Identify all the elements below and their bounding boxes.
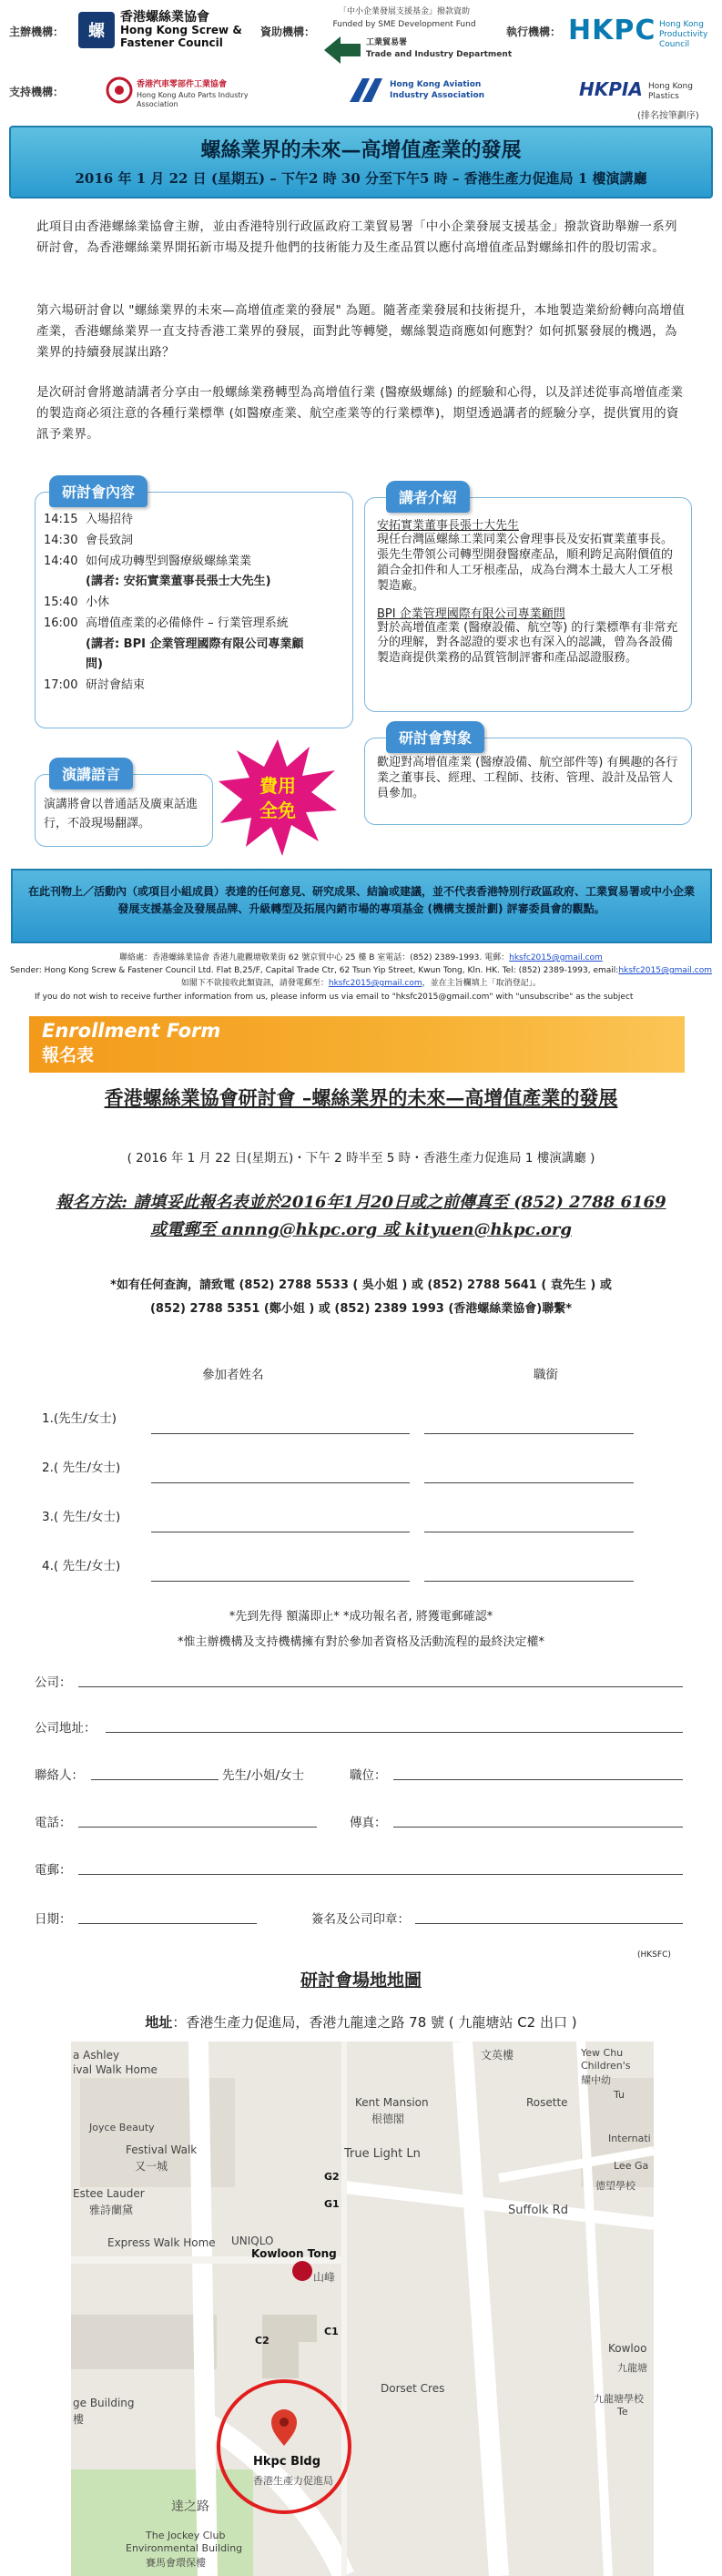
speaker-2-desc: 對於高增值產業 (醫療設備、航空等) 的行業標準有非常充分的理解，對各認證的要求也有深入的認識，曾為各設備製造商提供業務的品質管制評審和產品認證服務。 (377, 620, 678, 666)
map-label-college: 德望學校 (595, 2180, 636, 2192)
date-label: 日期： (35, 1912, 72, 1927)
schedule-time: 14:15 (44, 513, 78, 526)
map-label-kent: Kent Mansion (355, 2096, 429, 2109)
schedule-time (44, 635, 86, 656)
hkpia-logo: HKPIA (579, 78, 643, 100)
enquiry-line-2: (852) 2788 5351 (鄭小姐 ) 或 (852) 2389 1993 (香港螺絲業協會)聯繫* (149, 1302, 573, 1316)
schedule-item: (講者: BPI 企業管理國際有限公司專業顧 (86, 636, 304, 651)
sup1-en: Hong Kong Auto Parts Industry Association (137, 91, 249, 108)
contact-line-2 (0, 965, 722, 977)
funder-en: Funded by SME Development Fund (332, 20, 476, 29)
hksfc-logo-icon: 螺 (78, 12, 115, 48)
schedule-time: 16:00 (44, 616, 78, 630)
tid-en: Trade and Industry Department (366, 50, 513, 59)
funder-label: 資助機構： (260, 25, 316, 38)
participant-label: 2.( 先生/女士) (42, 1461, 121, 1475)
participant-title-field[interactable] (424, 1482, 634, 1483)
map-label-ival: ival Walk Home (73, 2063, 158, 2076)
contact-email-2[interactable]: hksfc2015@gmail.com (618, 966, 713, 975)
map-label-rosette: Rosette (526, 2096, 568, 2109)
map-label-true-light: True Light Ln (344, 2147, 421, 2161)
tid-logo (324, 36, 361, 67)
schedule-time: 15:40 (44, 596, 78, 609)
schedule-row (44, 614, 344, 635)
position-field[interactable] (393, 1779, 683, 1780)
free-line-1: 費用 (259, 775, 296, 797)
contact-line-1 (0, 952, 722, 964)
speakers-tab: 講者介紹 (386, 481, 470, 513)
form-date-line: ( 2016 年 1 月 22 日(星期五)・下午 2 時半至 5 時・香港生產力促進局 1 樓演講廳 ) (127, 1151, 595, 1166)
schedule-row (44, 510, 344, 531)
schedule-item: 會長致詞 (86, 533, 134, 547)
schedule-item: 如何成功轉型到醫療級螺絲業業 (86, 554, 252, 568)
contact-email-3[interactable]: hksfc2015@gmail.com (328, 979, 422, 988)
contact-line-2-text: Sender: Hong Kong Screw & Fastener Council Ltd. Flat B,25/F, Capital Trade Ctr, 62 Tsun Yip Street, Kwun Tong, Kln. HK. Tel: (852) 2389-1993, email: (9, 966, 619, 975)
intro-paragraph-2: 第六場研討會以 "螺絲業界的未來—高增值產業的發展" 為題。隨著產業發展和技術提升，本地製造業紛紛轉向高增值產業，香港螺絲業界一直支持香港工業界的發展，面對此等轉變，螺絲製造商應如何應對？如何抓緊發展的機遇，為業界的持續發展謀出路？ (36, 303, 686, 361)
schedule-item: 研討會結束 (86, 678, 146, 692)
supporter-label: 支持機構： (9, 86, 65, 98)
schedule-row (44, 635, 344, 656)
date-field[interactable] (78, 1923, 257, 1924)
map-label-suffolk: Suffolk Rd (508, 2204, 568, 2217)
map-label-zh-building: 樓 (73, 2413, 85, 2426)
map-label-tung: Tu (614, 2089, 625, 2101)
map-label-kent-zh: 根德閣 (371, 2113, 405, 2125)
participant-name-field[interactable] (151, 1581, 410, 1582)
schedule-time: 14:40 (44, 554, 78, 568)
map-label-yew-chung2: Children's (581, 2060, 631, 2072)
map-label-joyce: Joyce Beauty (89, 2122, 155, 2133)
map-label-tian: Te (617, 2406, 628, 2418)
enrollment-title-zh: 報名表 (42, 1045, 95, 1065)
schedule-time: 14:30 (44, 533, 78, 547)
participant-name-field[interactable] (151, 1482, 410, 1483)
signature-field[interactable] (415, 1923, 683, 1924)
map-label-kowloon-tong: Kowloon Tong (251, 2247, 337, 2260)
language-tab: 演講語言 (49, 758, 133, 789)
map-label-tat-chee: 達之路 (171, 2500, 209, 2514)
participant-name-field[interactable] (151, 1433, 410, 1434)
contact-line-3-text: 如閣下不欲接收此類資訊，請發電郵至： (180, 979, 329, 988)
banner-subtitle: 2016 年 1 月 22 日 (星期五) – 下午2 時 30 分至下午5 時 – 香港生產力促進局 1 樓演講廳 (75, 170, 647, 187)
speakers-content (377, 515, 683, 667)
signature-label: 簽名及公司印章： (311, 1912, 410, 1927)
map-label-jockey3: 賽馬會環保樓 (146, 2557, 206, 2569)
email-label: 電郵： (35, 1863, 72, 1878)
map-label-g1: G1 (324, 2198, 340, 2210)
map-label-c2: C2 (255, 2335, 269, 2347)
map-graphic (71, 2041, 654, 2576)
contact-line-1-text: 聯絡處：香港螺絲業協會 香港九龍觀塘敬業街 62 號京貿中心 25 樓 B 室電話：(852) 2389-1993. 電郵： (119, 953, 510, 962)
map-label-inter: Internati (608, 2133, 651, 2144)
hksfc-mark: (HKSFC) (637, 1950, 671, 1960)
schedule-item: 問) (86, 657, 103, 672)
schedule-item: 高增值產業的必備條件 – 行業管理系統 (86, 616, 289, 630)
contact-person-label: 聯絡人： (35, 1768, 84, 1783)
schedule-row (44, 676, 344, 697)
map-label-festival: Festival Walk (126, 2143, 198, 2156)
hkpia-sub: Hong Kong Plastics (648, 82, 693, 102)
map-label-jockey1: The Jockey Club (146, 2530, 226, 2541)
map-label-ashley: a Ashley (73, 2049, 120, 2062)
organizer-en-2: Fastener Council (120, 36, 223, 49)
company-label: 公司： (35, 1675, 72, 1690)
map-label-ge-building: ge Building (73, 2397, 135, 2409)
speaker-2-title: BPI 企業管理國際有限公司專業顧問 (377, 606, 565, 621)
form-title: 香港螺絲業協會研討會 –螺絲業界的未來—高增值產業的發展 (104, 1086, 618, 1109)
schedule-time: 17:00 (44, 678, 78, 692)
target-text: 歡迎對高增值產業 (醫療設備、航空部件等) 有興趣的各行業之董事長、經理、工程師、技術、管理、設計及品管人員參加。 (377, 756, 678, 800)
company-field[interactable] (78, 1686, 683, 1687)
executor-label: 執行機構： (506, 25, 562, 38)
schedule-item: 入場招待 (86, 513, 134, 526)
map-label-yew-chung1: Yew Chu (581, 2047, 624, 2059)
target-tab: 研討會對象 (386, 721, 484, 753)
schedule-row (44, 655, 344, 676)
sup1-zh: 香港汽車零部件工業協會 (137, 80, 228, 89)
map-label-dorset: Dorset Cres (381, 2382, 445, 2395)
registration-method-1: 報名方法: 請填妥此報名表並於2016年1月20日或之前傳真至 (852) 2788 6169 (56, 1193, 666, 1212)
map-label-yew-chung3: 耀中幼 (581, 2074, 611, 2086)
map-label-express: Express Walk Home (107, 2236, 216, 2249)
banner-title: 螺絲業界的未來—高增值產業的發展 (200, 138, 522, 162)
enquiry-line-1: *如有任何查詢，請致電 (852) 2788 5533 ( 吳小姐 ) 或 (852) 2788 5641 ( 袁先生 ) 或 (110, 1278, 612, 1292)
auto-parts-logo-icon (106, 76, 133, 104)
map-label-shanpui: 山峰 (313, 2271, 336, 2284)
position-label: 職位： (350, 1768, 387, 1783)
map-label-hkpc-bldg-zh: 香港生產力促進局 (253, 2475, 333, 2487)
map-label-estee-zh: 雅詩蘭黛 (89, 2204, 134, 2216)
map-label-kowloon-rd: 文英樓 (481, 2049, 514, 2062)
hkpc-sub-2: Productivity Council (659, 30, 708, 50)
language-text: 演講將會以普通話及廣東話進行，不設現場翻譯。 (44, 798, 198, 830)
order-note: (排名按筆劃序) (637, 111, 699, 121)
venue-address (0, 2012, 722, 2031)
tid-logo-icon (324, 36, 361, 64)
sup2-line1: Hong Kong Aviation (390, 80, 482, 89)
speaker-1-desc: 現任台灣區螺絲工業同業公會理事長及安拓實業董事長。張先生帶領公司轉型開發醫療產品，順利跨足高附價值的鎖合金扣件和人工牙根產品，成為台灣本土最大人工牙根製造廠。 (377, 533, 674, 593)
email-field[interactable] (78, 1874, 683, 1875)
phone-field[interactable] (78, 1827, 317, 1828)
organizer-zh: 香港螺絲業協會 (120, 10, 209, 25)
fax-label: 傳真： (350, 1816, 387, 1830)
map-label-c1: C1 (324, 2326, 339, 2337)
schedule-time (44, 655, 86, 676)
schedule-row (44, 552, 344, 573)
aviation-logo-icon (350, 78, 386, 106)
address-field[interactable] (106, 1732, 683, 1733)
schedule-item: 小休 (86, 596, 110, 609)
fax-field[interactable] (393, 1827, 683, 1828)
funder-zh: 「中小企業發展支援基金」撥款資助 (338, 7, 470, 16)
contact-line-3-post: ，並在主旨欄填上「取消登記」。 (422, 979, 542, 988)
schedule-row (44, 593, 344, 614)
hkpc-sub-1: Hong Kong (659, 20, 704, 29)
participant-label: 1.(先生/女士) (42, 1411, 117, 1426)
address-label: 公司地址： (35, 1721, 97, 1736)
participant-title-field[interactable] (424, 1581, 634, 1582)
map-label-g2: G2 (324, 2171, 340, 2183)
enrollment-title-en: Enrollment Form (42, 1020, 221, 1042)
speaker-1-title: 安拓實業董事長張士大先生 (377, 519, 520, 533)
organizer-logo (78, 11, 242, 49)
col-participant-name: 參加者姓名 (202, 1368, 264, 1382)
map-label-hkpc-bldg: Hkpc Bldg (253, 2455, 321, 2469)
disclaimer-notice: 在此刊物上／活動內（或項目小組成員）表達的任何意見、研究成果、結論或建議，並不代表香港特別行政區政府、工業貿易署或中小企業發展支援基金及發展品牌、升級轉型及拓展內銷市場的專項基金 (機構支援計劃) 評審委員會的觀點。 (11, 869, 712, 943)
map-label-lee: Lee Ga (614, 2160, 649, 2172)
participant-label: 3.( 先生/女士) (42, 1510, 121, 1524)
map-title: 研討會場地地圖 (300, 1970, 422, 1991)
free-line-2: 全免 (259, 799, 296, 821)
free-text (219, 774, 337, 823)
participant-title-field[interactable] (424, 1433, 634, 1434)
salutation-label: 先生/小姐/女士 (222, 1768, 305, 1783)
map-label-jockey2: Environmental Building (126, 2542, 243, 2554)
contact-line-4: If you do not wish to receive further information from us, please inform us via email to "hksfc2015@gmail.com" with "unsubscribe" as the subject (35, 993, 634, 1002)
contact-email-1[interactable]: hksfc2015@gmail.com (509, 953, 603, 962)
program-schedule (44, 510, 344, 697)
contact-line-3 (0, 978, 722, 990)
intro-paragraph-1: 此項目由香港螺絲業協會主辦，並由香港特別行政區政府工業貿易署「中小企業發展支援基金」撥款資助舉辦一系列研討會，為香港螺絲業界開拓新市場及提升他們的技術能力及生產品質以應付高增值產品對螺絲扣件的殷切需求。 (36, 219, 677, 256)
map-label-kowloon-r: Kowloo (608, 2342, 647, 2355)
schedule-row (44, 572, 344, 593)
map-label-uniqlo: UNIQLO (231, 2235, 274, 2247)
participant-label: 4.( 先生/女士) (42, 1559, 121, 1573)
registration-method-2: 或電郵至 annng@hkpc.org 或 kityuen@hkpc.org (150, 1220, 572, 1239)
note-line-1: *先到先得 額滿即止* *成功報名者, 將獲電郵確認* (229, 1610, 493, 1624)
program-tab: 研討會內容 (49, 475, 147, 507)
contact-person-field[interactable] (91, 1779, 219, 1780)
phone-label: 電話： (35, 1816, 72, 1830)
schedule-row (44, 531, 344, 552)
venue-address-label: 地址 (145, 2014, 173, 2031)
map-label-mid: 九龍塘學校 (594, 2393, 644, 2405)
map-label-kowl: 九龍塘 (617, 2362, 647, 2374)
title-banner (9, 126, 713, 199)
tid-zh: 工業貿易署 (366, 38, 408, 47)
organizer-label: 主辦機構： (9, 25, 65, 38)
sup2-line2: Industry Association (390, 91, 485, 100)
note-line-2: *惟主辦機構及支持機構擁有對於參加者資格及活動流程的最終決定權* (177, 1635, 544, 1649)
schedule-item: (講者: 安拓實業董事長張士大先生) (86, 575, 271, 589)
map-label-estee: Estee Lauder (73, 2187, 145, 2200)
hkpc-logo: HKPC (568, 15, 656, 46)
organizer-en-1: Hong Kong Screw & (120, 24, 242, 37)
schedule-time (44, 572, 86, 593)
map-label-festival-zh: 又一城 (135, 2160, 168, 2173)
venue-address-text: ：香港生產力促進局，香港九龍達之路 78 號 ( 九龍塘站 C2 出口 ) (172, 2014, 577, 2031)
venue-map[interactable] (71, 2041, 654, 2576)
intro-paragraph-3: 是次研討會將邀請講者分享由一般螺絲業務轉型為高增值行業 (醫療級螺絲) 的經驗和心得，以及詳述從事高增值產業的製造商必須注意的各種行業標準 (如醫療產業、航空產業等的行業標準)，期望透過講者的經驗分享，提供實用的資訊予業界。 (36, 385, 684, 443)
enrollment-header (29, 1016, 685, 1073)
col-job-title: 職銜 (534, 1368, 558, 1382)
